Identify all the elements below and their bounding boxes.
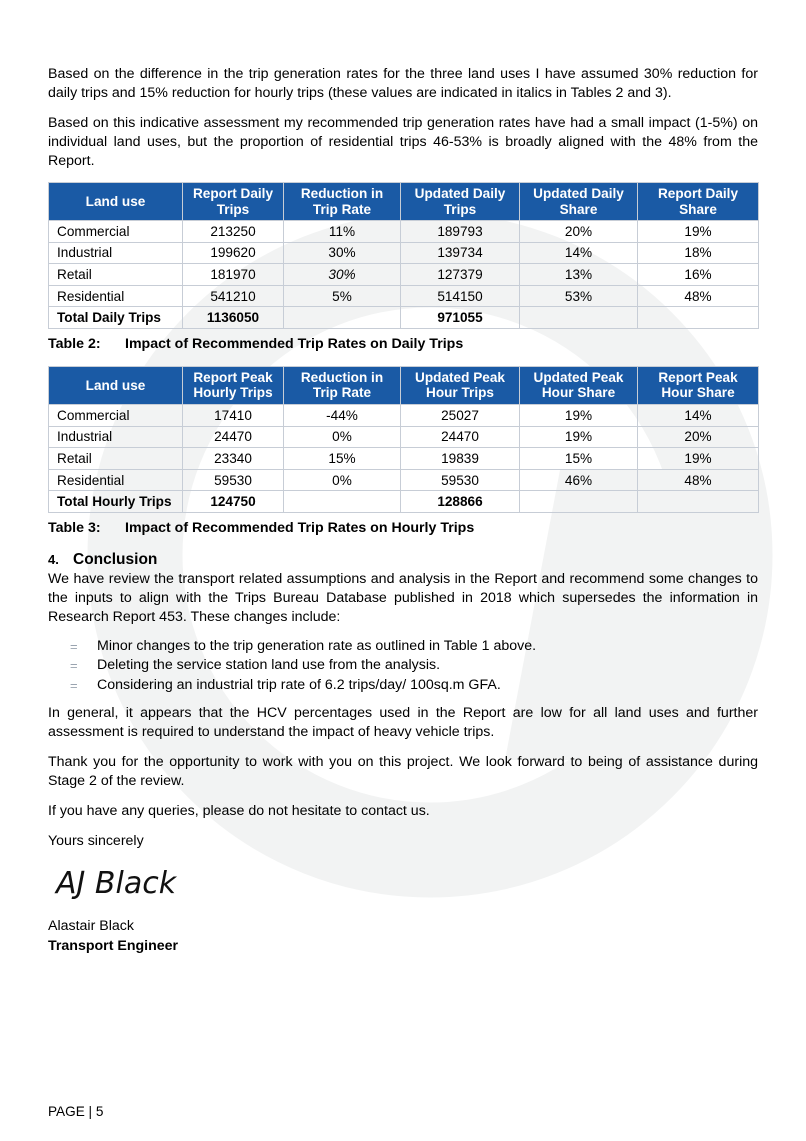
cell: [638, 307, 759, 329]
table-row: [49, 242, 759, 264]
handwritten-signature-image: [54, 863, 204, 903]
cell: 189793: [401, 221, 520, 243]
caption-text: Impact of Recommended Trip Rates on Hourly Trips: [125, 519, 475, 536]
paragraph-thanks: Thank you for the opportunity to work with you on this project. We look forward to being of assistance during Stage 2 of the review.: [48, 754, 758, 790]
header-cell: Updated Daily Share: [520, 183, 638, 221]
cell: 128866: [401, 491, 520, 513]
table-total-row: [49, 491, 759, 513]
cell: 59530: [183, 469, 284, 491]
paragraph-reduction-assumption: Based on the difference in the trip generation rates for the three land uses I have assumed 30% reduction for daily trips and 15% reduction for hourly trips (these values are indicated in italics in Tables 2 and 3).: [48, 66, 758, 101]
paragraph-conclusion-intro: We have review the transport related assumptions and analysis in the Report and recommend some changes to the inputs to align with the Trips Bureau Database published in 2018 which supersedes the information in Research Report 453. These changes include:: [48, 570, 758, 625]
cell: 14%: [520, 242, 638, 264]
cell: 15%: [284, 448, 401, 470]
cell: 30%: [284, 242, 401, 264]
section-heading-conclusion: [48, 550, 758, 569]
table-header-row: [49, 183, 759, 221]
header-cell: Report Peak Hourly Trips: [183, 366, 284, 404]
cell: 59530: [401, 469, 520, 491]
signatory-name: Alastair Black: [48, 918, 134, 935]
header-cell: Updated Peak Hour Trips: [401, 366, 520, 404]
cell: Commercial: [49, 404, 183, 426]
cell: 20%: [638, 426, 759, 448]
caption-number: Table 2:: [48, 335, 101, 352]
cell: 48%: [638, 285, 759, 307]
cell: 53%: [520, 285, 638, 307]
list-item: [48, 676, 758, 696]
cell: 541210: [183, 285, 284, 307]
header-cell: Land use: [49, 183, 183, 221]
cell: 139734: [401, 242, 520, 264]
paragraph-queries: If you have any queries, please do not hesitate to contact us.: [48, 803, 430, 820]
cell: 48%: [638, 469, 759, 491]
cell: 13%: [520, 264, 638, 286]
table-row: [49, 448, 759, 470]
list-item-text: Deleting the service station land use from the analysis.: [97, 657, 441, 674]
cell: 46%: [520, 469, 638, 491]
cell: Residential: [49, 285, 183, 307]
table-row: [49, 404, 759, 426]
cell: 0%: [284, 426, 401, 448]
table-row: [49, 221, 759, 243]
cell: Total Hourly Trips: [49, 491, 183, 513]
cell: 213250: [183, 221, 284, 243]
changes-list: [48, 637, 758, 696]
table-3-caption: [48, 519, 758, 540]
cell: 124750: [183, 491, 284, 513]
cell: 971055: [401, 307, 520, 329]
cell: Commercial: [49, 221, 183, 243]
header-cell: Report Peak Hour Share: [638, 366, 759, 404]
signatory-title: Transport Engineer: [48, 938, 179, 955]
signature: [48, 861, 758, 916]
table-daily-trips: [48, 182, 759, 329]
cell: 25027: [401, 404, 520, 426]
signature-text: AJ Black: [56, 866, 177, 902]
list-item: [48, 656, 758, 676]
cell: 20%: [520, 221, 638, 243]
cell: -44%: [284, 404, 401, 426]
table-2-caption: [48, 335, 758, 356]
cell: Retail: [49, 448, 183, 470]
header-cell: Reduction in Trip Rate: [284, 183, 401, 221]
cell: 14%: [638, 404, 759, 426]
table-hourly-trips: [48, 366, 759, 513]
cell: Retail: [49, 264, 183, 286]
cell: 19%: [638, 448, 759, 470]
paragraph-hcv: In general, it appears that the HCV percentages used in the Report are low for all land uses and further assessment is required to understand the impact of heavy vehicle trips.: [48, 705, 758, 741]
page-number: PAGE | 5: [48, 1104, 104, 1119]
header-cell: Updated Peak Hour Share: [520, 366, 638, 404]
bullet-icon: =: [70, 658, 78, 674]
cell: [284, 491, 401, 513]
header-cell: Updated Daily Trips: [401, 183, 520, 221]
cell: 181970: [183, 264, 284, 286]
cell: 199620: [183, 242, 284, 264]
list-item-text: Considering an industrial trip rate of 6.2 trips/day/ 100sq.m GFA.: [97, 676, 501, 693]
cell: 19%: [520, 404, 638, 426]
cell: 5%: [284, 285, 401, 307]
cell: 18%: [638, 242, 759, 264]
cell: 127379: [401, 264, 520, 286]
cell: [520, 307, 638, 329]
cell: 23340: [183, 448, 284, 470]
cell: 11%: [284, 221, 401, 243]
cell-italic: 30%: [284, 264, 401, 286]
cell: 19%: [638, 221, 759, 243]
cell: Residential: [49, 469, 183, 491]
cell: Industrial: [49, 426, 183, 448]
table-row: [49, 264, 759, 286]
cell: 24470: [401, 426, 520, 448]
table-row: [49, 469, 759, 491]
bullet-icon: =: [70, 638, 78, 654]
paragraph-indicative-assessment: Based on this indicative assessment my recommended trip generation rates have had a small impact (1-5%) on individual land uses, but the proportion of residential trips 46-53% is broadly aligned with the 48% from the Report.: [48, 115, 758, 169]
header-cell: Report Daily Share: [638, 183, 759, 221]
table-header-row: [49, 366, 759, 404]
cell: Total Daily Trips: [49, 307, 183, 329]
list-item: [48, 637, 758, 657]
cell: [284, 307, 401, 329]
cell: 0%: [284, 469, 401, 491]
cell: 1136050: [183, 307, 284, 329]
cell: [638, 491, 759, 513]
cell: 19839: [401, 448, 520, 470]
table-row: [49, 285, 759, 307]
section-title: Conclusion: [73, 550, 158, 568]
cell: [520, 491, 638, 513]
closing-salutation: Yours sincerely: [48, 833, 144, 850]
header-cell: Reduction in Trip Rate: [284, 366, 401, 404]
cell: 514150: [401, 285, 520, 307]
caption-number: Table 3:: [48, 519, 101, 536]
cell: Industrial: [49, 242, 183, 264]
header-cell: Report Daily Trips: [183, 183, 284, 221]
table-row: [49, 426, 759, 448]
bullet-icon: =: [70, 677, 78, 693]
cell: 15%: [520, 448, 638, 470]
section-number: 4.: [48, 551, 59, 567]
cell: 24470: [183, 426, 284, 448]
document-body: [48, 65, 758, 956]
header-cell: Land use: [49, 366, 183, 404]
cell: 16%: [638, 264, 759, 286]
table-total-row: [49, 307, 759, 329]
cell: 19%: [520, 426, 638, 448]
cell: 17410: [183, 404, 284, 426]
list-item-text: Minor changes to the trip generation rate as outlined in Table 1 above.: [97, 637, 537, 654]
caption-text: Impact of Recommended Trip Rates on Daily Trips: [125, 335, 464, 352]
